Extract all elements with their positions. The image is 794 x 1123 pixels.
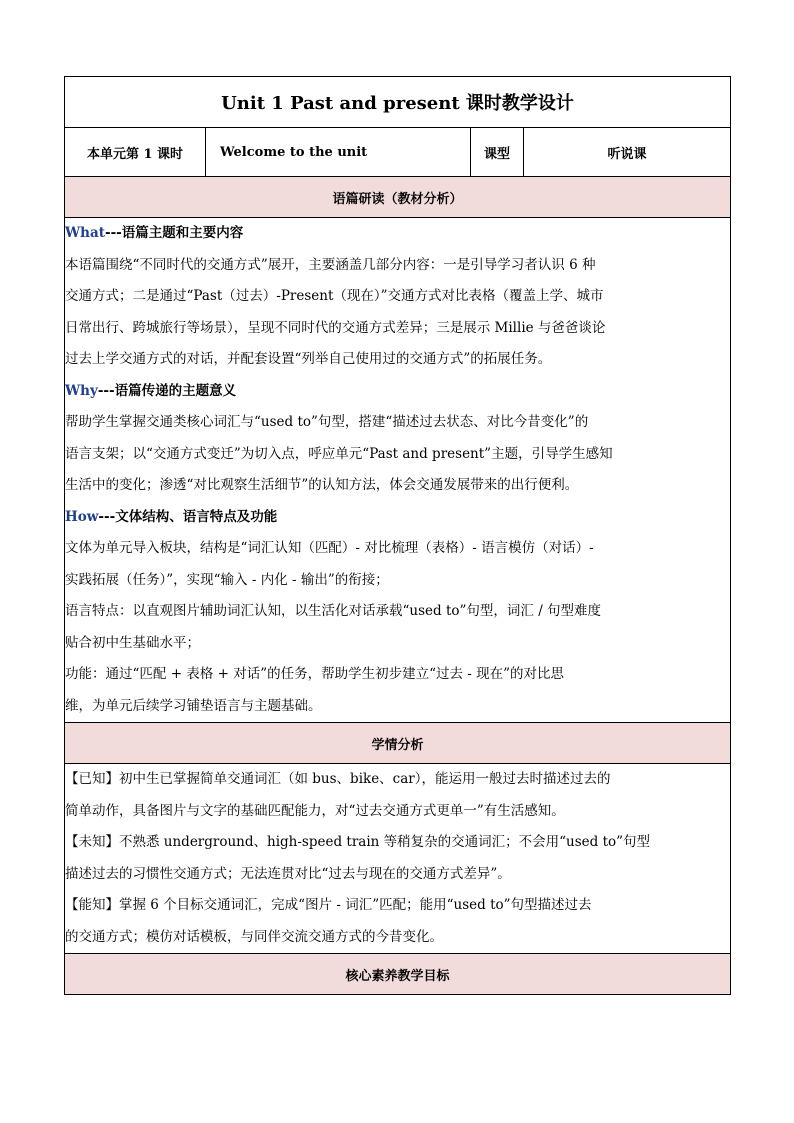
- how-label: How: [65, 508, 99, 525]
- why-line: 语言支架；以“交通方式变迁”为切入点，呼应单元“Past and present”主题，引导学生感知: [65, 445, 613, 462]
- what-line: 过去上学交通方式的对话，并配套设置“列举自己使用过的交通方式”的拓展任务。: [65, 351, 552, 367]
- student-line: 【未知】不熟悉 underground、high-speed train 等稍复杂的交通词汇；不会用“used to”句型: [65, 834, 651, 850]
- why-label: Why: [65, 382, 98, 399]
- how-line: 功能：通过“匹配 + 表格 + 对话”的任务，帮助学生初步建立“过去 - 现在”的对比思: [65, 666, 565, 682]
- what-label: What: [65, 225, 105, 241]
- section-heading-core-goals: 核心素养教学目标: [65, 954, 731, 995]
- lesson-topic: Welcome to the unit: [206, 128, 471, 177]
- lesson-number: 本单元第 1 课时: [65, 128, 206, 177]
- section-heading-text-analysis: 语篇研读（教材分析）: [65, 177, 731, 218]
- student-line: 的交通方式；模仿对话模板，与同伴交流交通方式的今昔变化。: [65, 928, 443, 945]
- lesson-type-label: 课型: [471, 128, 524, 177]
- how-line: 贴合初中生基础水平；: [65, 634, 200, 651]
- how-line: 实践拓展（任务）”，实现“输入 - 内化 - 输出”的衔接；: [65, 571, 389, 588]
- lesson-plan-table: [64, 76, 731, 995]
- lesson-plan-page: [64, 76, 730, 995]
- lesson-type-value: 听说课: [524, 128, 731, 177]
- what-line: 本语篇围绕“不同时代的交通方式”展开，主要涵盖几部分内容：一是引导学习者认识 6 种: [65, 256, 596, 273]
- student-line: 简单动作，具备图片与文字的基础匹配能力，对“过去交通方式更单一”有生活感知。: [65, 802, 565, 819]
- document-title: Unit 1 Past and present 课时教学设计: [65, 77, 731, 128]
- why-title: ---语篇传递的主题意义: [97, 382, 237, 399]
- why-line: 帮助学生掌握交通类核心词汇与“used to”句型，搭建“描述过去状态、对比今昔变化”的: [65, 414, 589, 430]
- what-line: 日常出行、跨城旅行等场景），呈现不同时代的交通方式差异；三是展示 Millie 与爸爸谈论: [65, 319, 606, 336]
- student-line: 描述过去的习惯性交通方式；无法连贯对比“过去与现在的交通方式差异”。: [65, 865, 511, 882]
- section-heading-student-analysis: 学情分析: [65, 723, 731, 764]
- what-heading: [65, 218, 730, 250]
- student-analysis-body: [65, 764, 731, 954]
- student-line: 【能知】掌握 6 个目标交通词汇，完成“图片 - 词汇”匹配；能用“used to”句型描述过去: [65, 897, 592, 913]
- why-line: 生活中的变化；渗透“对比观察生活细节”的认知方法，体会交通发展带来的出行便利。: [65, 477, 579, 493]
- how-heading: [65, 502, 730, 534]
- text-analysis-body: [65, 218, 731, 723]
- how-line: 维，为单元后续学习铺垫语言与主题基础。: [65, 697, 322, 714]
- how-line: 语言特点：以直观图片辅助词汇认知，以生活化对话承载“used to”句型，词汇 / 句型难度: [65, 603, 602, 619]
- how-line: 文体为单元导入板块，结构是“词汇认知（匹配）- 对比梳理（表格）- 语言模仿（对话）-: [65, 540, 594, 556]
- how-title: ---文体结构、语言特点及功能: [98, 508, 278, 525]
- what-line: 交通方式；二是通过“Past（过去）-Present（现在）”交通方式对比表格（覆盖上学、城市: [65, 288, 604, 304]
- what-title: ---语篇主题和主要内容: [104, 225, 244, 241]
- why-heading: [65, 376, 730, 408]
- student-line: 【已知】初中生已掌握简单交通词汇（如 bus、bike、car），能运用一般过去时描述过去的: [65, 771, 611, 787]
